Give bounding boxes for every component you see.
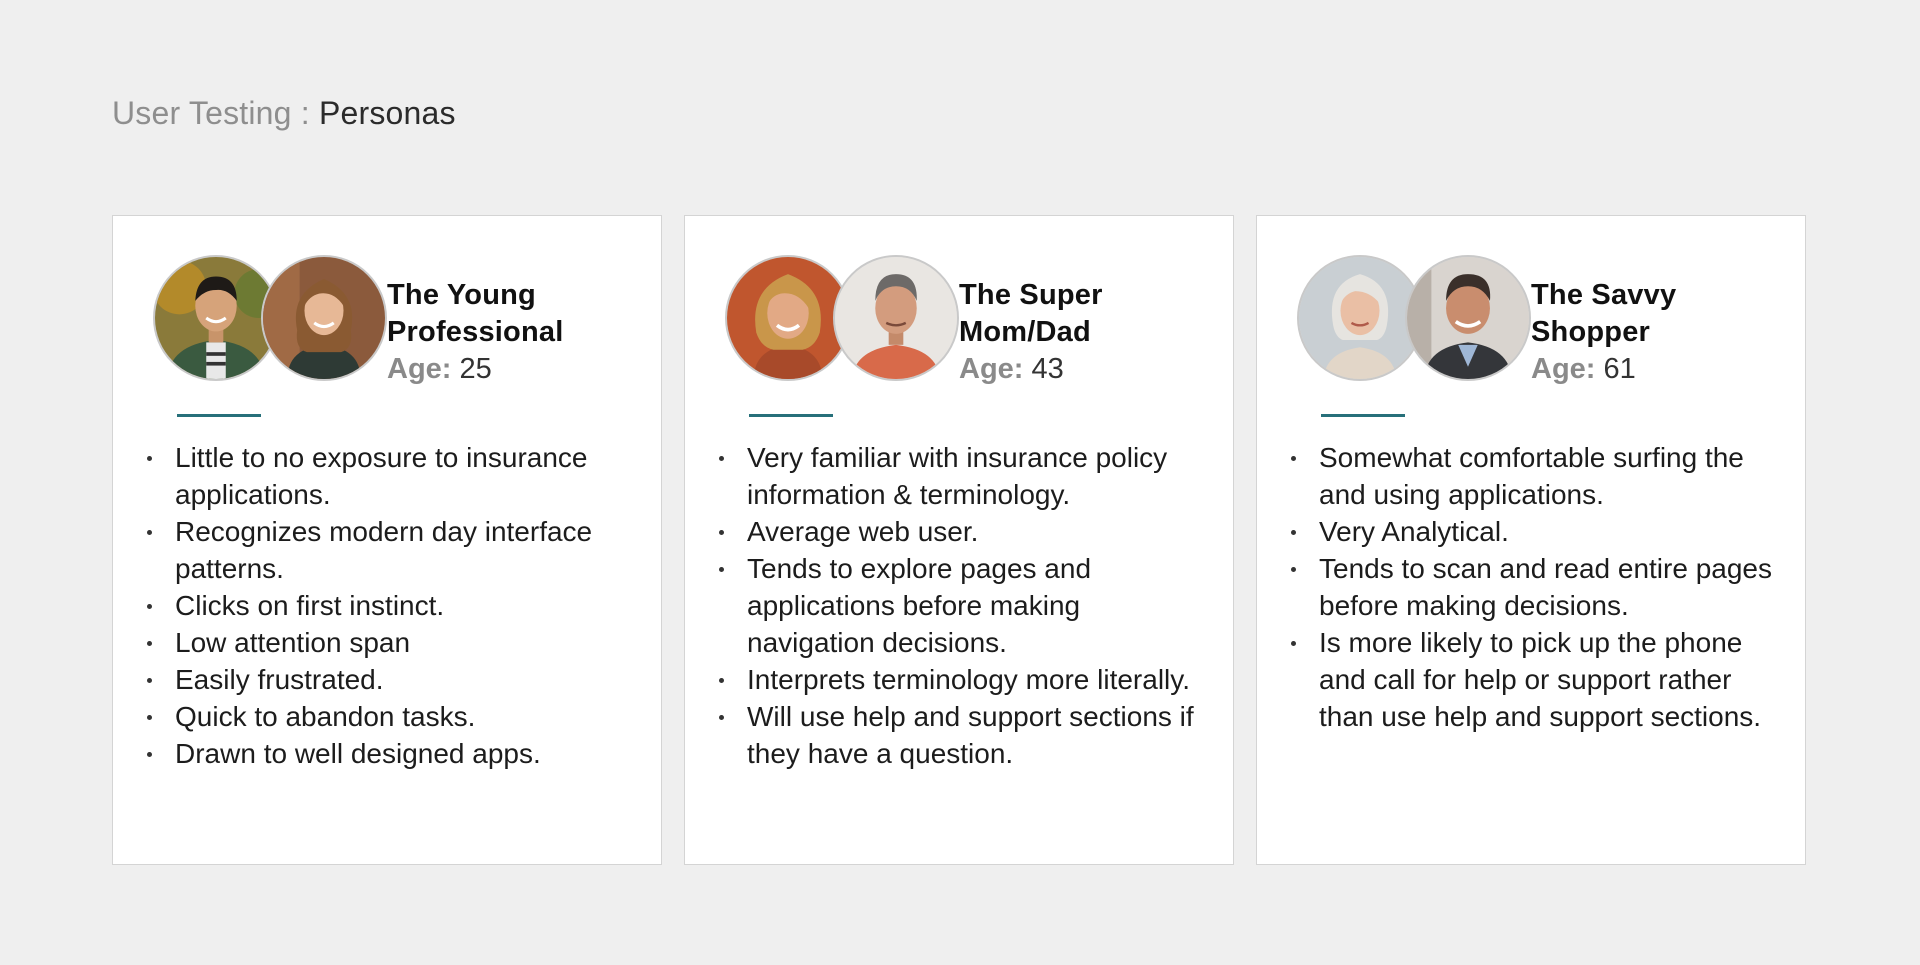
older-man-avatar [1405,255,1531,381]
trait-item: Average web user. [715,513,1215,550]
persona-age [1531,351,1761,388]
page-title [112,92,456,134]
trait-item: Tends to explore pages and applications before making navigation decisions. [715,550,1215,661]
persona-traits [715,439,1215,772]
persona-name: The Savvy Shopper [1531,279,1677,348]
accent-divider [177,414,261,417]
age-label: Age: [1531,353,1596,385]
trait-item: Very Analytical. [1287,513,1787,550]
persona-name: The Super Mom/Dad [959,279,1103,348]
trait-item: Little to no exposure to insurance applications. [143,439,643,513]
trait-item: Very familiar with insurance policy information & terminology. [715,439,1215,513]
trait-item: Easily frustrated. [143,661,643,698]
persona-meta [959,255,1189,388]
trait-item: Drawn to well designed apps. [143,735,643,772]
persona-header [1297,255,1761,388]
persona-traits [1287,439,1787,735]
persona-avatars [1297,255,1537,385]
accent-divider [1321,414,1405,417]
persona-meta [387,255,617,388]
young-woman-avatar [261,255,387,381]
trait-item: Recognizes modern day interface patterns. [143,513,643,587]
trait-item: Low attention span [143,624,643,661]
persona-card-super-mom-dad [684,215,1234,865]
age-label: Age: [387,353,452,385]
page-title-subsection: Personas [318,95,456,131]
persona-avatars [153,255,393,385]
persona-age [387,351,617,388]
trait-item: Clicks on first instinct. [143,587,643,624]
persona-age [959,351,1189,388]
persona-name: The Young Professional [387,279,564,348]
persona-header [725,255,1189,388]
trait-item: Is more likely to pick up the phone and call for help or support rather than use help and support sections. [1287,624,1787,735]
persona-avatars [725,255,965,385]
trait-item: Quick to abandon tasks. [143,698,643,735]
age-label: Age: [959,353,1024,385]
age-value: 25 [459,353,492,385]
trait-item: Interprets terminology more literally. [715,661,1215,698]
trait-item: Tends to scan and read entire pages before making decisions. [1287,550,1787,624]
page-title-section: User Testing [112,95,292,131]
age-value: 43 [1031,353,1064,385]
accent-divider [749,414,833,417]
persona-card-savvy-shopper [1256,215,1806,865]
age-value: 61 [1603,353,1636,385]
page-title-separator: : [291,95,319,131]
trait-item: Will use help and support sections if they have a question. [715,698,1215,772]
persona-cards [112,215,1806,865]
persona-traits [143,439,643,772]
dad-avatar [833,255,959,381]
persona-header [153,255,617,388]
persona-card-young-professional [112,215,662,865]
persona-meta [1531,255,1761,388]
trait-item: Somewhat comfortable surfing the and using applications. [1287,439,1787,513]
